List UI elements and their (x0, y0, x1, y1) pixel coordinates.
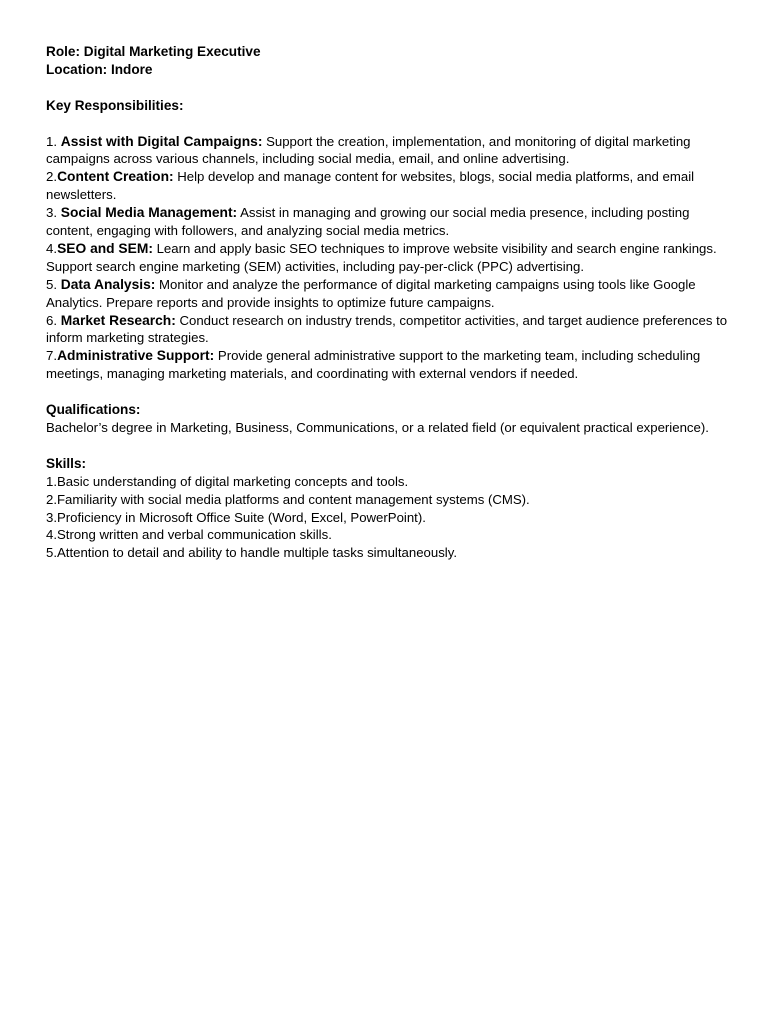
role-title: Role: Digital Marketing Executive (46, 44, 261, 59)
spacer (46, 383, 736, 401)
item-label: Social Media Management: (60, 205, 238, 221)
item-label: SEO and SEM: (57, 240, 153, 256)
skill-item: 5.Attention to detail and ability to handle multiple tasks simultaneously. (46, 545, 458, 561)
responsibility-item (46, 276, 736, 312)
item-text: Learn and apply basic SEO techniques to improve website visibility and search engine rankings. Support search engine marketing (SEM) activities, including pay-per-click (PPC) advertising. (46, 240, 717, 274)
item-number: 5. (46, 276, 61, 292)
responsibility-item (46, 240, 736, 276)
responsibilities-list (46, 133, 736, 384)
responsibility-item (46, 168, 736, 204)
item-text: Support the creation, implementation, and monitoring of digital marketing campaigns across various channels, including social media, email, and online advertising. (46, 133, 691, 167)
responsibility-item (46, 312, 736, 348)
responsibilities-heading: Key Responsibilities: (46, 97, 184, 113)
item-text: Monitor and analyze the performance of digital marketing campaigns using tools like Google Analytics. Prepare reports and provide insights to optimize future campaigns. (46, 276, 696, 310)
item-text: Conduct research on industry trends, competitor activities, and target audience preferences to inform marketing strategies. (46, 312, 728, 346)
skill-item: 2.Familiarity with social media platforms and content management systems (CMS). (46, 491, 530, 507)
skills-heading: Skills: (46, 455, 87, 471)
item-number: 3. (46, 205, 61, 221)
location-line: Location: Indore (46, 61, 153, 77)
spacer (46, 437, 736, 455)
item-label: Assist with Digital Campaigns: (60, 133, 263, 149)
item-number: 4. (46, 240, 58, 256)
spacer (46, 79, 736, 97)
item-number: 6. (46, 312, 61, 328)
item-label: Market Research: (60, 312, 176, 328)
item-label: Data Analysis: (60, 276, 156, 292)
item-number: 7. (46, 348, 58, 364)
item-number: 2. (46, 169, 58, 185)
skills-list (46, 473, 736, 563)
responsibility-item (46, 204, 736, 240)
responsibility-item (46, 133, 736, 169)
responsibility-item (46, 347, 736, 383)
qualifications-text: Bachelor’s degree in Marketing, Business, Communications, or a related field (or equivalent practical experience). (46, 419, 709, 435)
document-page (46, 43, 736, 562)
spacer (46, 115, 736, 133)
item-text: Provide general administrative support to the marketing team, including scheduling meetings, managing marketing materials, and coordinating with external vendors if needed. (46, 348, 701, 382)
skill-item: 1.Basic understanding of digital marketing concepts and tools. (46, 473, 409, 489)
item-label: Content Creation: (57, 169, 174, 185)
item-label: Administrative Support: (57, 348, 215, 364)
item-number: 1. (46, 133, 61, 149)
qualifications-heading: Qualifications: (46, 402, 141, 418)
item-text: Help develop and manage content for websites, blogs, social media platforms, and email newsletters. (46, 169, 695, 203)
item-text: Assist in managing and growing our social media presence, including posting content, engaging with followers, and analyzing social media metrics. (46, 205, 690, 239)
skill-item: 3.Proficiency in Microsoft Office Suite (Word, Excel, PowerPoint). (46, 509, 426, 525)
skill-item: 4.Strong written and verbal communication skills. (46, 527, 332, 543)
